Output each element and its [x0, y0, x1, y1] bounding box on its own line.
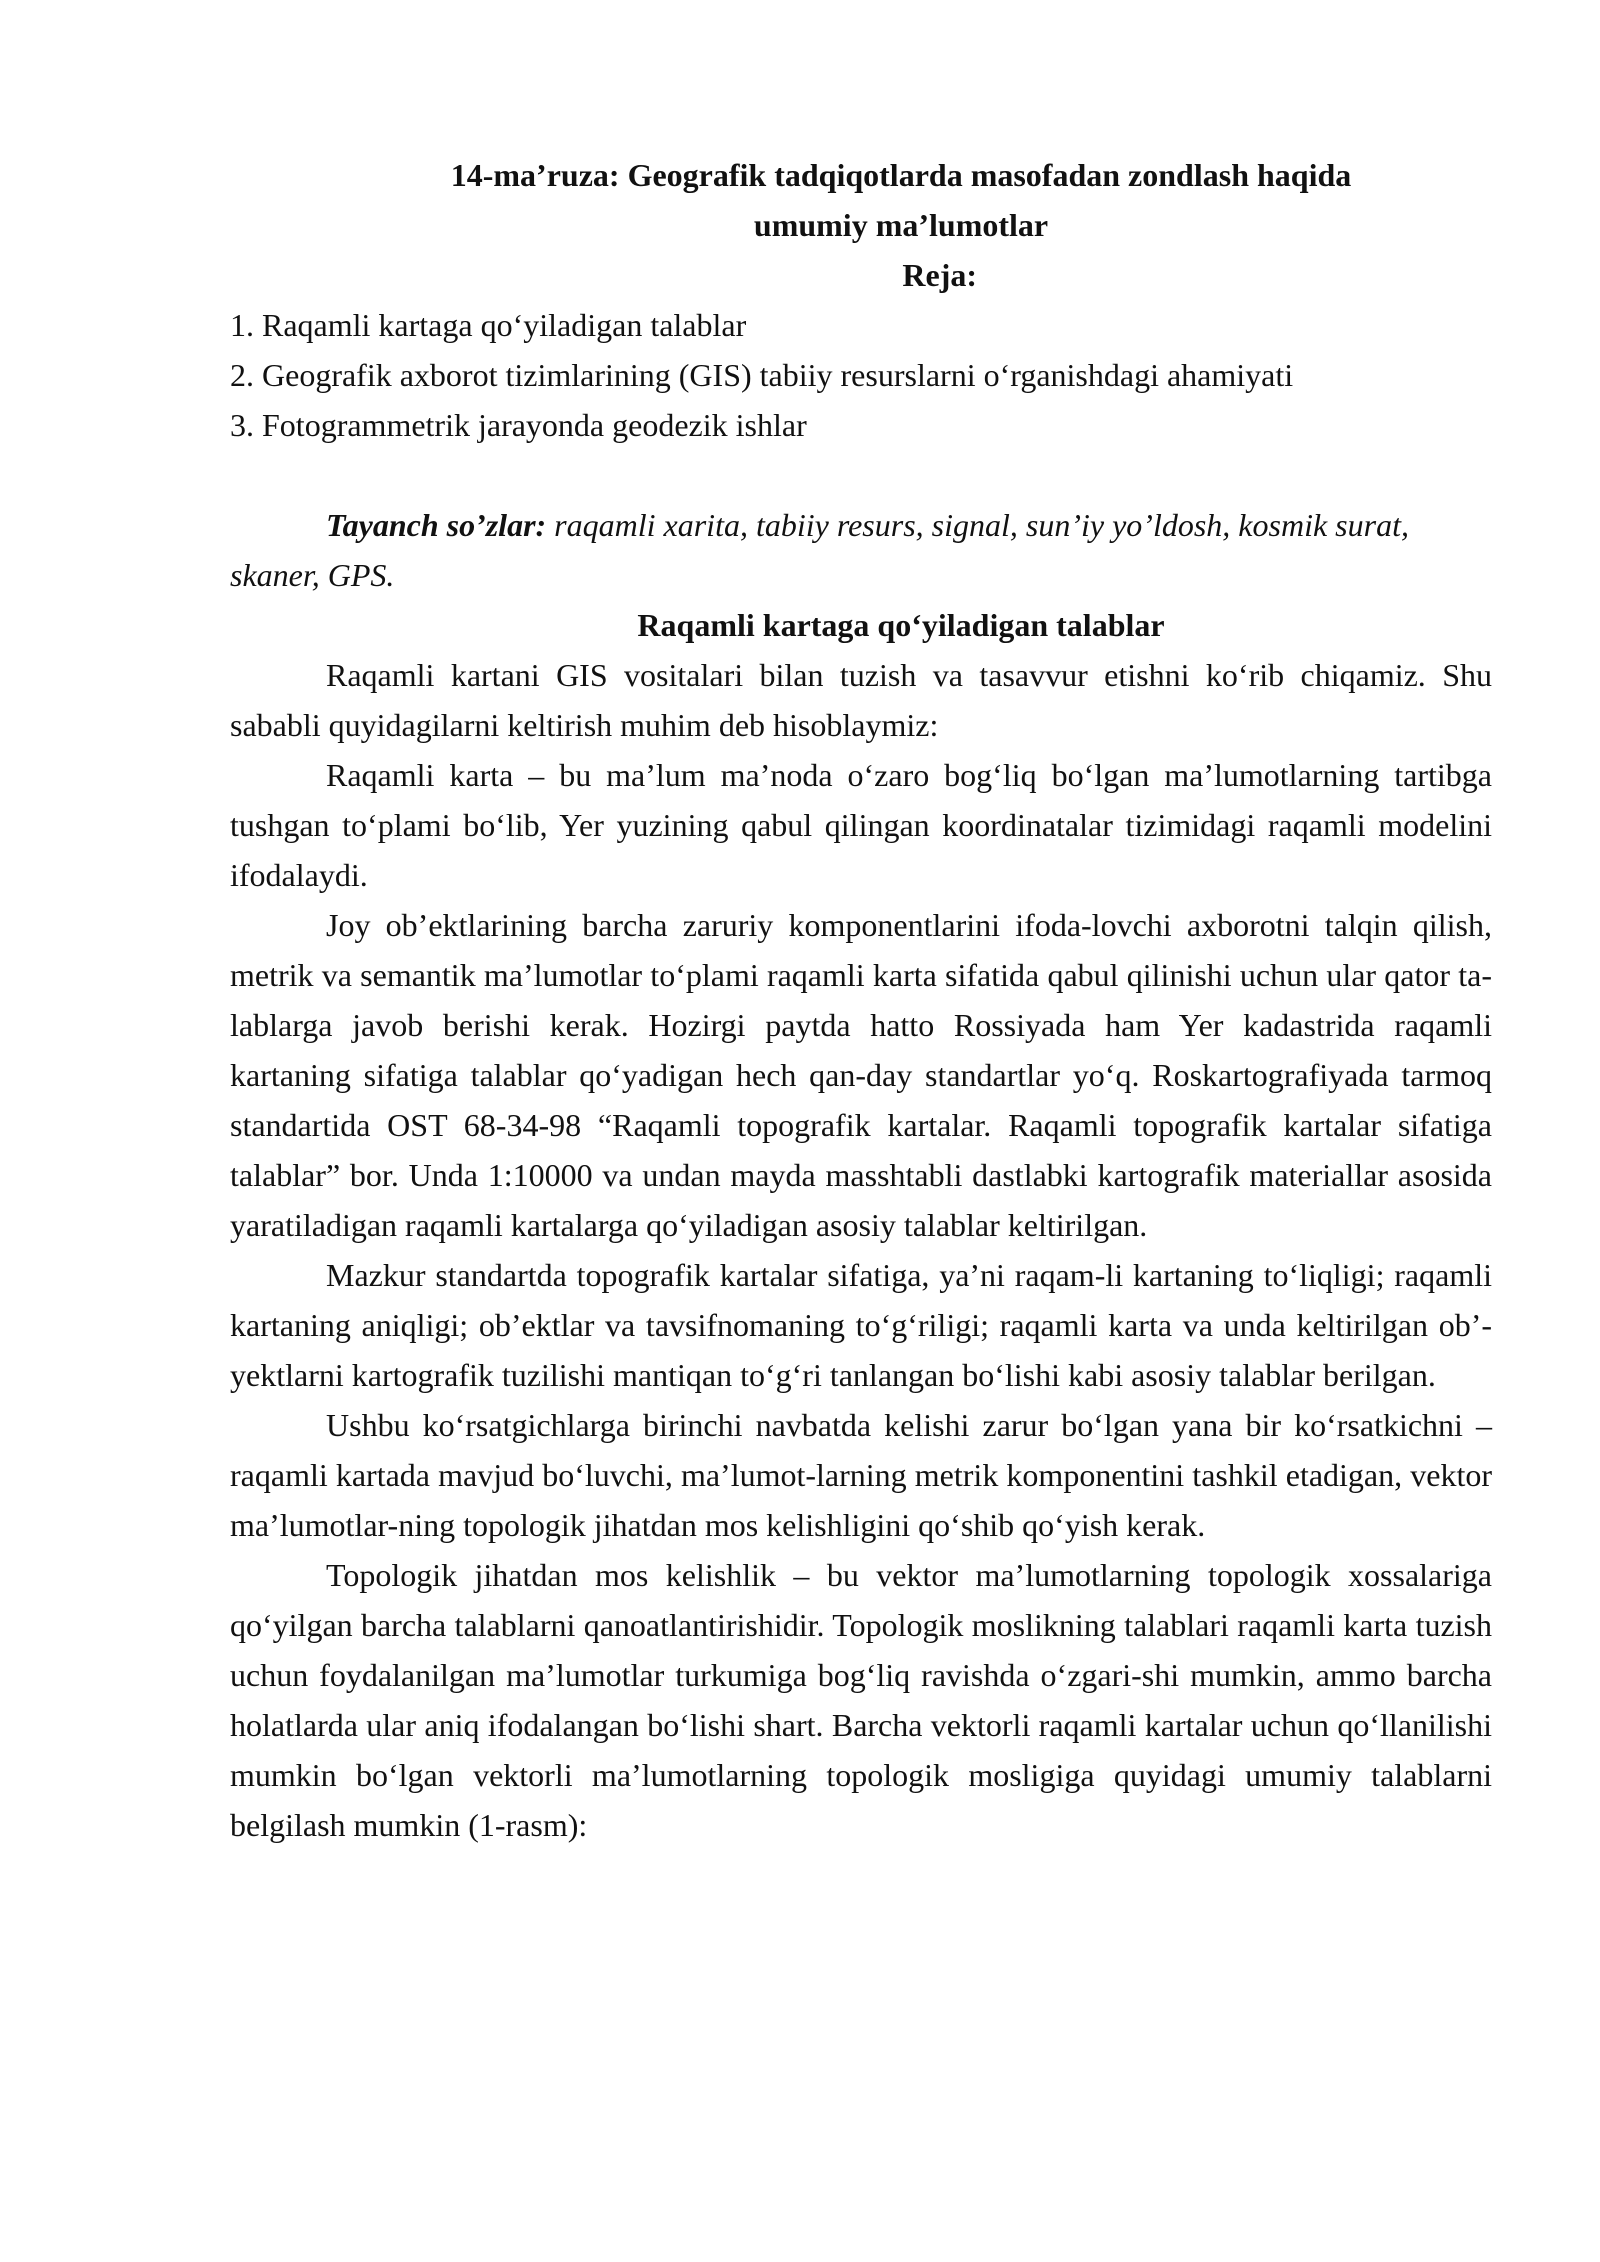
keywords-paragraph [230, 500, 1492, 600]
body-paragraph: Raqamli karta – bu ma’lum ma’noda o‘zaro bog‘liq bo‘lgan ma’lumotlarning tartibga tushgan to‘plami bo‘lib, Yer yuzining qabul qilingan koordinatalar tizimidagi raqamli modelini ifodalaydi. [230, 757, 1492, 893]
body-paragraph: Ushbu ko‘rsatgichlarga birinchi navbatda kelishi zarur bo‘lgan yana bir ko‘rsatkichni – raqamli kartada mavjud bo‘luvchi, ma’lumot-larning metrik komponentini tashkil etadigan, vektor ma’lumotlar-ning topologik jihatdan mos kelishligini qo‘shib qo‘yish kerak. [230, 1407, 1492, 1543]
plan-item: 2. Geografik axborot tizimlarining (GIS) tabiiy resurslarni o‘rganishdagi ahamiyati [230, 357, 1294, 393]
plan-item: 3. Fotogrammetrik jarayonda geodezik ishlar [230, 407, 807, 443]
keywords-label: Tayanch so’zlar: [326, 507, 547, 543]
keywords-text: raqamli xarita, tabiiy resurs, signal, sun’iy yo’ldosh, kosmik surat, skaner, GPS. [230, 507, 1409, 593]
plan-item: 1. Raqamli kartaga qo‘yiladigan talablar [230, 307, 747, 343]
body-paragraph: Topologik jihatdan mos kelishlik – bu vektor ma’lumotlarning topologik xossalariga qo‘yilgan barcha talablarni qanoatlantirishidir. Topologik moslikning talablari raqamli karta tuzish uchun foydalanilgan ma’lumotlar turkumiga bog‘liq ravishda o‘zgari-shi mumkin, ammo barcha holatlarda ular aniq ifodalangan bo‘lishi shart. Barcha vektorli raqamli kartalar uchun qo‘llanilishi mumkin bo‘lgan vektorli ma’lumotlarning topologik mosligiga quyidagi umumiy talablarni belgilash mumkin (1-rasm): [230, 1557, 1492, 1843]
body-paragraph: Raqamli kartani GIS vositalari bilan tuzish va tasavvur etishni ko‘rib chiqamiz. Shu sababli quyidagilarni keltirish muhim deb hisoblaymiz: [230, 657, 1492, 743]
lecture-title-line2: umumiy ma’lumotlar [753, 207, 1049, 243]
body-paragraph: Joy ob’ektlarining barcha zaruriy komponentlarini ifoda-lovchi axborotni talqin qilish, metrik va semantik ma’lumotlar to‘plami raqamli karta sifatida qabul qilinishi uchun ular qator ta-lablarga javob berishi kerak. Hozirgi paytda hatto Rossiyada ham Yer kadastrida raqamli kartaning sifatiga talablar qo‘yadigan hech qan-day standartlar yo‘q. Roskartografiyada tarmoq standartida OST 68-34-98 “Raqamli topografik kartalar. Raqamli topografik kartalar sifatiga talablar” bor. Unda 1:10000 va undan mayda masshtabli dastlabki kartografik materiallar asosida yaratiladigan raqamli kartalarga qo‘yiladigan asosiy talablar keltirilgan. [230, 907, 1492, 1243]
lecture-title [230, 150, 1492, 250]
lecture-title-line1: 14-ma’ruza: Geografik tadqiqotlarda masofadan zondlash haqida [450, 157, 1352, 193]
body-paragraph: Mazkur standartda topografik kartalar sifatiga, ya’ni raqam-li kartaning to‘liqligi; raqamli kartaning aniqligi; ob’ektlar va tavsifnomaning to‘g‘riligi; raqamli karta va unda keltirilgan ob’-yektlarni kartografik tuzilishi mantiqan to‘g‘ri tanlangan bo‘lishi kabi asosiy talablar berilgan. [230, 1257, 1492, 1393]
plan-list [230, 300, 1492, 450]
section-heading: Raqamli kartaga qo‘yiladigan talablar [637, 607, 1165, 643]
plan-heading: Reja: [902, 257, 977, 293]
